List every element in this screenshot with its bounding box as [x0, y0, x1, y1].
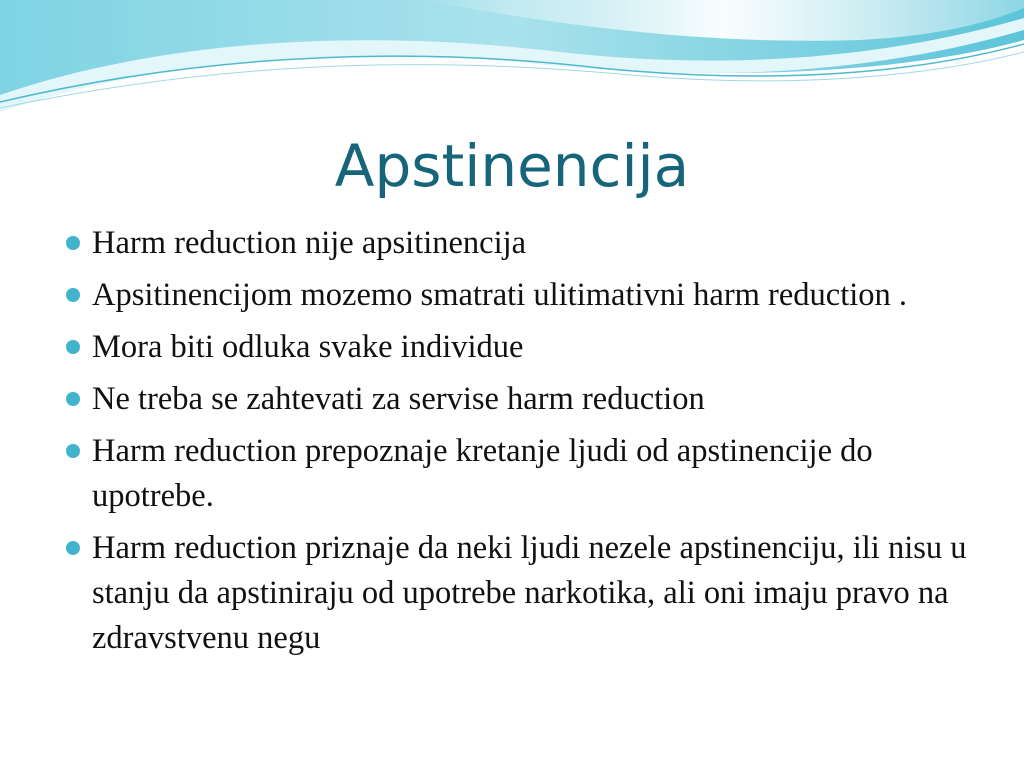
list-item — [64, 221, 984, 266]
list-item — [64, 325, 984, 370]
bullet-dot-icon — [66, 392, 80, 406]
bullet-text: Harm reduction prepoznaje kretanje ljudi od apstinencije do upotrebe. — [92, 433, 873, 514]
bullet-text: Apsitinencijom mozemo smatrati ulitimativni harm reduction . — [92, 277, 908, 313]
bullet-text: Mora biti odluka svake individue — [92, 329, 524, 365]
header-wave-decoration — [0, 0, 1024, 130]
list-item — [64, 429, 984, 519]
slide-title: Apstinencija — [334, 132, 690, 200]
bullet-text: Harm reduction priznaje da neki ljudi nezele apstinenciju, ili nisu u stanju da apstiniraju od upotrebe narkotika, ali oni imaju pravo na zdravstvenu negu — [92, 530, 967, 656]
bullet-dot-icon — [66, 340, 80, 354]
bullet-text: Harm reduction nije apsitinencija — [92, 225, 527, 261]
bullet-dot-icon — [66, 444, 80, 458]
bullet-dot-icon — [66, 541, 80, 555]
bullet-list — [64, 221, 984, 668]
list-item — [64, 377, 984, 422]
list-item — [64, 273, 984, 318]
list-item — [64, 526, 984, 661]
bullet-dot-icon — [66, 236, 80, 250]
bullet-text: Ne treba se zahtevati za servise harm reduction — [92, 381, 705, 417]
bullet-dot-icon — [66, 288, 80, 302]
